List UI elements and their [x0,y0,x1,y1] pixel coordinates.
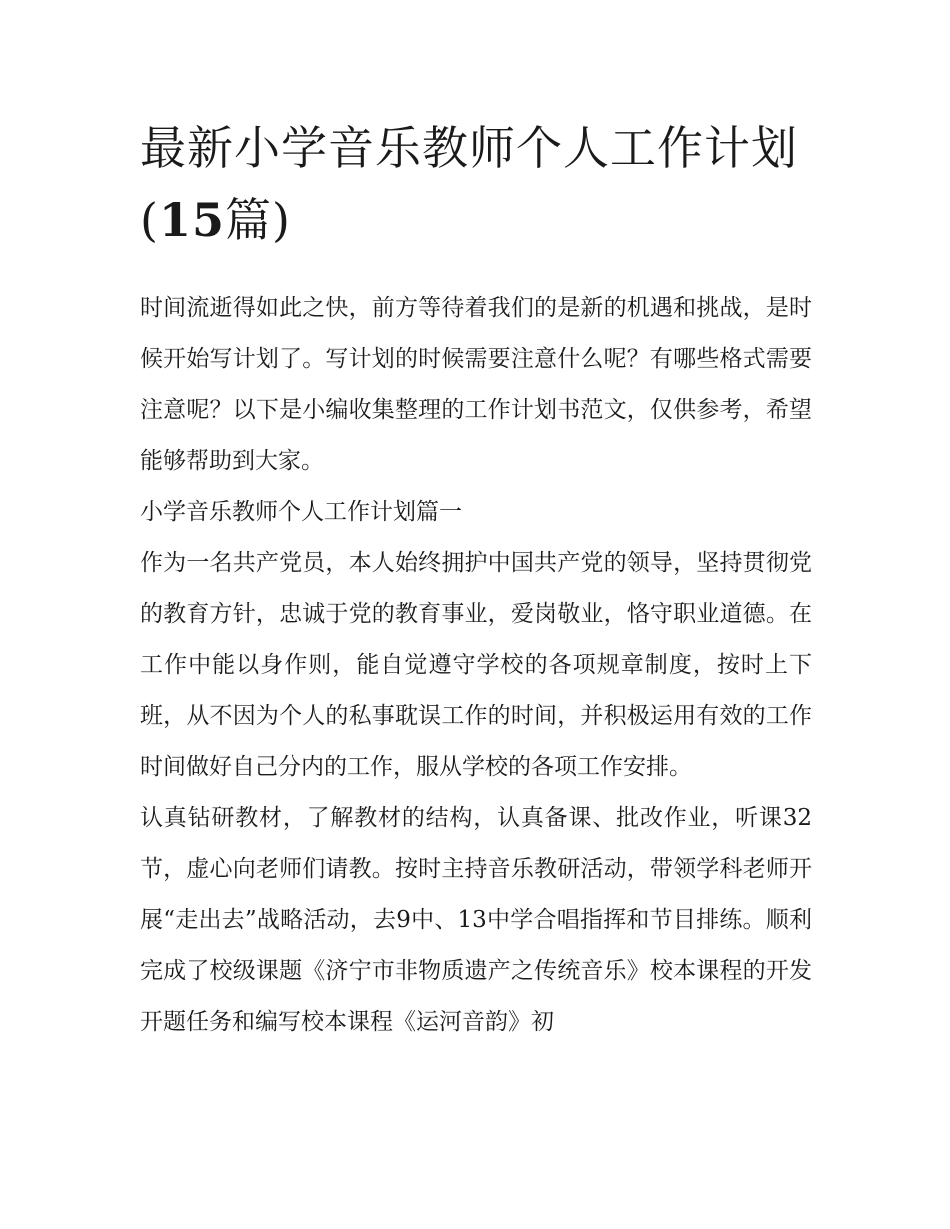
document-title [140,112,812,256]
body-paragraph: 认真钻研教材，了解教材的结构，认真备课、批改作业，听课32节，虚心向老师们请教。按时主持音乐教研活动，带领学科老师开展“走出去”战略活动，去9中、13中学合唱指挥和节目排练。顺利完成了校级课题《济宁市非物质遗产之传统音乐》校本课程的开发开题任务和编写校本课程《运河音韵》初 [140,805,812,1035]
title-number: 15 [158,193,225,247]
title-text-start: 最新小学音乐教师个人工作计划( [140,121,798,247]
body-paragraph: 作为一名共产党员，本人始终拥护中国共产党的领导，坚持贯彻党的教育方针，忠诚于党的教育事业，爱岗敬业，恪守职业道德。在工作中能以身作则，能自觉遵守学校的各项规章制度，按时上下班，从不因为个人的私事耽误工作的时间，并积极运用有效的工作时间做好自己分内的工作，服从学校的各项工作安排。 [140,550,812,780]
section-heading: 小学音乐教师个人工作计划篇一 [140,499,462,525]
intro-paragraph: 时间流逝得如此之快，前方等待着我们的是新的机遇和挑战，是时候开始写计划了。写计划的时候需要注意什么呢？有哪些格式需要注意呢？以下是小编收集整理的工作计划书范文，仅供参考，希望能够帮助到大家。 [140,295,812,474]
document-body [140,283,812,1048]
document-page [140,112,812,1048]
title-text-end: 篇) [224,193,291,247]
